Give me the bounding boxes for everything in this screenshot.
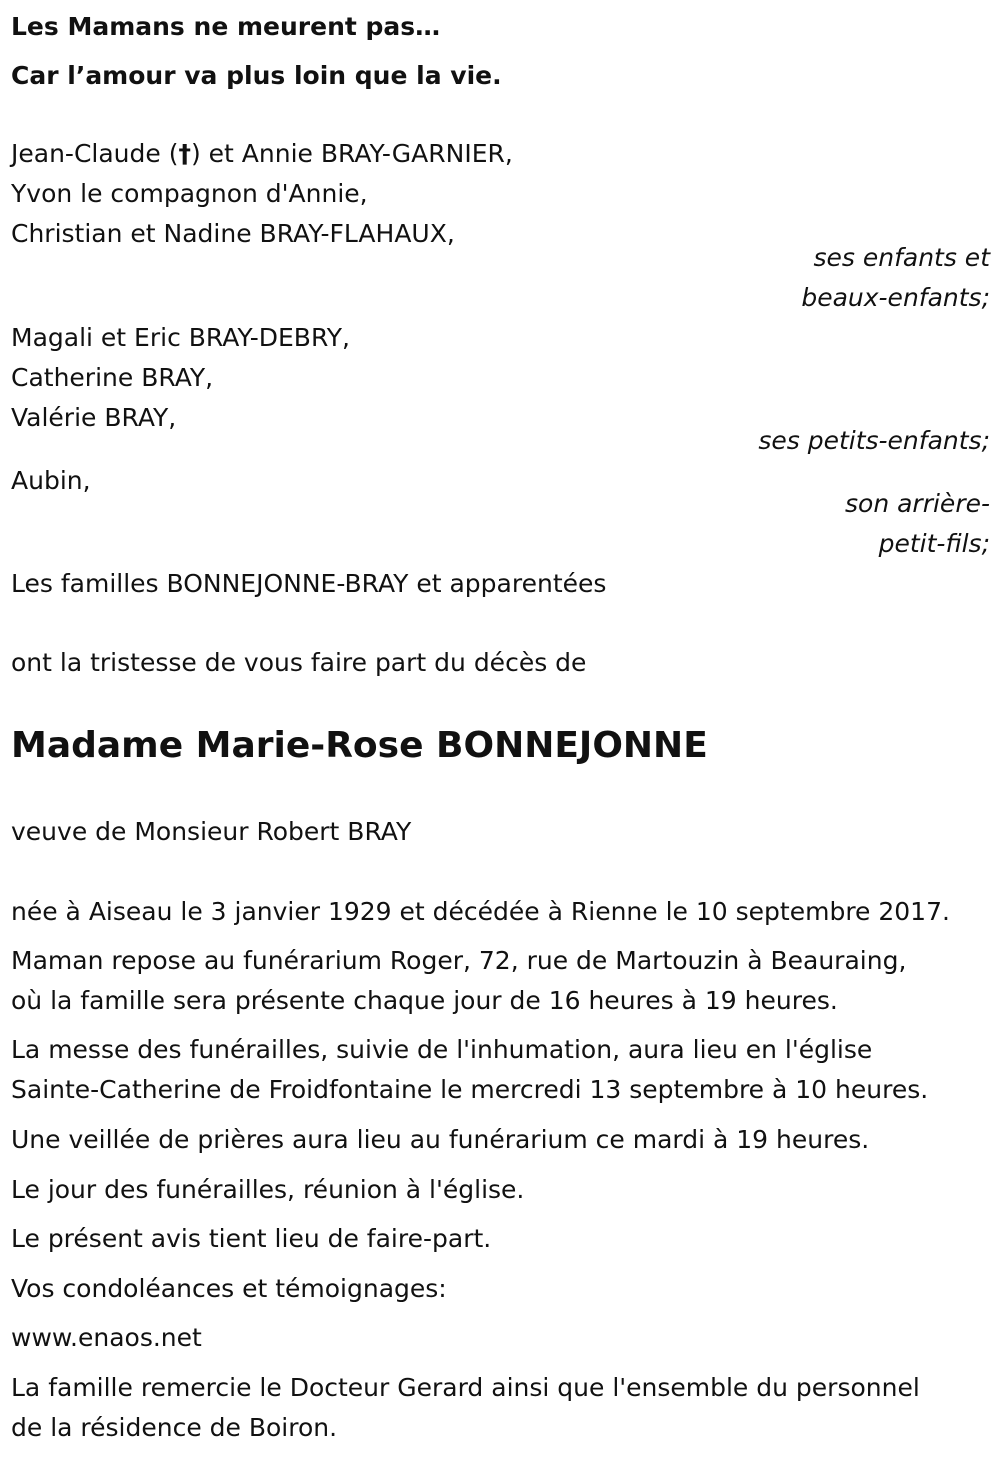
- children-line-2: Yvon le compagnon d'Annie,: [11, 179, 368, 208]
- children-line-1-post: ) et Annie BRAY-GARNIER,: [190, 139, 513, 168]
- funeral-mass-line-2: Sainte-Catherine de Froidfontaine le mercredi 13 septembre à 10 heures.: [11, 1075, 929, 1104]
- children-role-line-1: ses enfants et: [813, 243, 990, 272]
- website-link[interactable]: www.enaos.net: [11, 1323, 202, 1352]
- grandchildren-line-2: Catherine BRAY,: [11, 363, 214, 392]
- great-grandchild-role-line-2: petit-fils;: [878, 529, 990, 558]
- children-line-1-pre: Jean-Claude (: [11, 139, 179, 168]
- grandchildren-line-3: Valérie BRAY,: [11, 403, 177, 432]
- rest-place-line-2: où la famille sera présente chaque jour de 16 heures à 19 heures.: [11, 986, 838, 1015]
- notice-line: Le présent avis tient lieu de faire-part.: [11, 1224, 492, 1253]
- vigil-line: Une veillée de prières aura lieu au funérarium ce mardi à 19 heures.: [11, 1125, 870, 1154]
- children-role-line-2: beaux-enfants;: [801, 283, 990, 312]
- children-line-3: Christian et Nadine BRAY-FLAHAUX,: [11, 219, 455, 248]
- great-grandchild-role-line-1: son arrière-: [845, 489, 990, 518]
- families-line: Les familles BONNEJONNE-BRAY et apparentées: [11, 569, 607, 598]
- thanks-line-2: de la résidence de Boiron.: [11, 1413, 338, 1442]
- epitaph-line-1: Les Mamans ne meurent pas…: [11, 12, 441, 41]
- condolences-label: Vos condoléances et témoignages:: [11, 1274, 447, 1303]
- grandchildren-role: ses petits-enfants;: [758, 426, 990, 455]
- children-line-1: [11, 134, 513, 174]
- epitaph-line-2: Car l’amour va plus loin que la vie.: [11, 61, 502, 90]
- cross-icon: †: [178, 139, 191, 168]
- widow-of-line: veuve de Monsieur Robert BRAY: [11, 817, 412, 846]
- great-grandchild-line: Aubin,: [11, 466, 91, 495]
- announcement-line: ont la tristesse de vous faire part du décès de: [11, 648, 587, 677]
- deceased-name: Madame Marie-Rose BONNEJONNE: [11, 725, 708, 766]
- rest-place-line-1: Maman repose au funérarium Roger, 72, rue de Martouzin à Beauraing,: [11, 946, 907, 975]
- birth-death-line: née à Aiseau le 3 janvier 1929 et décédée à Rienne le 10 septembre 2017.: [11, 897, 950, 926]
- meeting-line: Le jour des funérailles, réunion à l'église.: [11, 1175, 525, 1204]
- funeral-mass-line-1: La messe des funérailles, suivie de l'inhumation, aura lieu en l'église: [11, 1035, 873, 1064]
- grandchildren-line-1: Magali et Eric BRAY-DEBRY,: [11, 323, 350, 352]
- thanks-line-1: La famille remercie le Docteur Gerard ainsi que l'ensemble du personnel: [11, 1373, 920, 1402]
